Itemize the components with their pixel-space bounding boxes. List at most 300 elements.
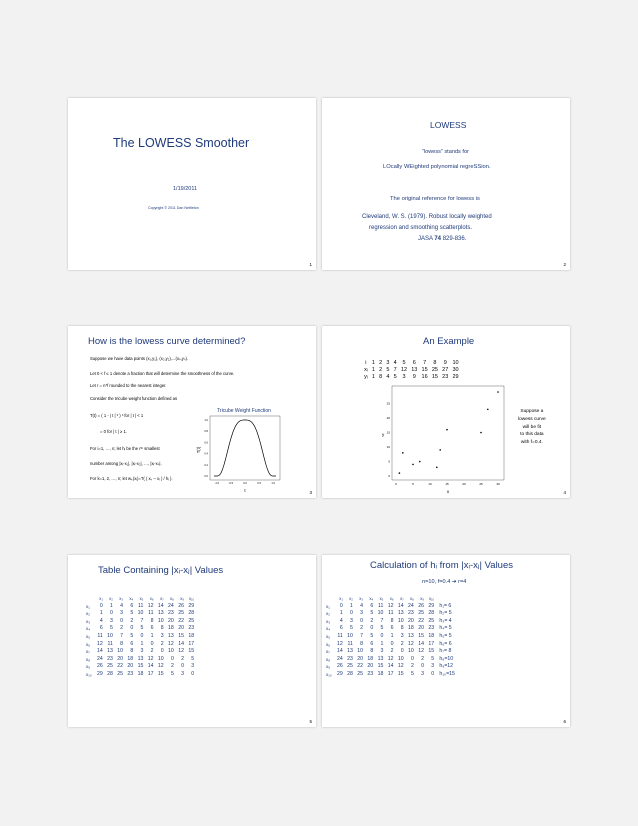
distance-cell: 24 xyxy=(336,655,343,662)
distance-cell: 2 xyxy=(130,617,134,624)
slide3-p2: Let 0 < f ≤ 1 denote a fraction that will determine the smoothness of the curve. xyxy=(90,371,235,376)
distance-cell: 17 xyxy=(188,640,195,647)
example-note-line: Suppose a xyxy=(520,409,544,414)
row-label: x₁₀ xyxy=(86,671,92,677)
distance-cell: 25 xyxy=(418,610,424,617)
slide-3 xyxy=(68,326,316,498)
y-tick-label: 0.0 xyxy=(204,475,208,478)
column-header: x₆ xyxy=(149,596,154,601)
tricube-xlabel: t xyxy=(244,488,246,493)
distance-cell: 11 xyxy=(148,610,154,617)
table-row xyxy=(86,618,196,626)
distance-cell: 8 xyxy=(400,625,404,632)
distance-cell: 12 xyxy=(178,648,184,655)
distance-cell: 22 xyxy=(178,617,184,624)
slide1-title: The LOWESS Smoother xyxy=(113,136,250,150)
distance-cell: 10 xyxy=(107,632,113,639)
slide6-subtitle xyxy=(422,579,466,585)
table-row xyxy=(86,610,196,618)
example-cell: xᵢ xyxy=(364,366,368,373)
example-cell: 27 xyxy=(442,366,449,373)
distance-cell: 13 xyxy=(157,610,164,617)
slide2-title: LOWESS xyxy=(430,120,467,130)
x-tick-label: 0.5 xyxy=(257,482,261,485)
h-value: h₆= 6 xyxy=(439,640,452,647)
distance-cell: 0 xyxy=(191,670,195,677)
data-point xyxy=(480,432,482,434)
example-cell: 1 xyxy=(371,366,375,373)
slide3-t1: T(t) = ( 1 - | t | ³ ) ³ for | t | < 1 xyxy=(90,413,144,418)
distance-cell: 1 xyxy=(140,640,144,647)
table-row xyxy=(326,610,457,618)
table-row xyxy=(326,656,457,664)
h-value: h₉=12 xyxy=(439,663,454,670)
x-tick-label: 1.0 xyxy=(271,482,275,485)
distance-cell: 18 xyxy=(188,632,195,639)
h-value: h₇= 8 xyxy=(439,648,452,655)
distance-table-with-h xyxy=(326,595,457,679)
distance-cell: 15 xyxy=(188,648,195,655)
distance-cell: 12 xyxy=(387,602,394,609)
distance-cell: 1 xyxy=(380,640,384,647)
slide2-ref3-post: 829-836. xyxy=(441,236,467,242)
distance-cell: 14 xyxy=(336,648,343,655)
scatter-ylabel: y xyxy=(382,432,385,437)
y-tick-label: 0 xyxy=(388,474,390,478)
distance-cell: 26 xyxy=(418,602,424,609)
example-cell: 3 xyxy=(386,360,390,366)
distance-cell: 6 xyxy=(390,625,394,632)
distance-cell: 11 xyxy=(347,640,353,647)
slide3-p3: Let r = n*f rounded to the nearest integer. xyxy=(90,383,167,388)
table-row xyxy=(326,663,457,671)
data-point xyxy=(412,464,414,466)
corner-cell xyxy=(86,595,95,603)
distance-cell: 3 xyxy=(110,617,113,624)
distance-cell: 26 xyxy=(96,663,103,670)
distance-cell: 23 xyxy=(408,610,414,617)
distance-cell: 22 xyxy=(418,617,424,624)
distance-cell: 5 xyxy=(370,610,374,617)
distance-cell: 2 xyxy=(390,648,394,655)
table-row xyxy=(326,671,457,679)
distance-cell: 7 xyxy=(140,617,144,624)
row-label: x₉ xyxy=(326,664,331,670)
distance-cell: 28 xyxy=(188,610,195,617)
y-tick-label: 10 xyxy=(386,445,390,450)
table-row xyxy=(86,625,196,633)
example-cell: 6 xyxy=(412,360,416,366)
table-row xyxy=(326,625,457,633)
distance-cell: 15 xyxy=(157,670,164,677)
distance-cell: 15 xyxy=(428,648,435,655)
distance-cell: 3 xyxy=(191,663,195,670)
distance-cell: 3 xyxy=(421,670,424,677)
slide3-p1: Suppose we have data points (x₁,y₁), (x₂,y₂),...(xₙ,yₙ). xyxy=(90,356,189,361)
distance-cell: 0 xyxy=(370,625,374,632)
distance-cell: 17 xyxy=(147,670,154,677)
example-cell: 15 xyxy=(421,366,428,373)
example-cell: 5 xyxy=(393,373,397,380)
row-label: x₈ xyxy=(86,656,91,662)
distance-cell: 28 xyxy=(347,670,353,677)
example-cell: 4 xyxy=(393,360,397,366)
example-cell: 8 xyxy=(433,360,437,366)
row-label: x₄ xyxy=(86,626,91,632)
column-header: x₁ xyxy=(339,596,343,601)
distance-cell: 2 xyxy=(370,617,374,624)
tricube-curve xyxy=(214,420,276,476)
distance-cell: 25 xyxy=(428,617,435,624)
column-header: x₈ xyxy=(169,596,174,601)
distance-cell: 20 xyxy=(418,625,424,632)
distance-cell: 23 xyxy=(188,625,195,632)
example-cell: i xyxy=(365,360,367,366)
distance-cell: 13 xyxy=(107,648,113,655)
distance-cell: 0 xyxy=(350,610,353,617)
x-tick-label: 15 xyxy=(445,482,449,486)
data-point xyxy=(497,391,499,393)
h-value: h₈=10 xyxy=(439,655,454,662)
distance-cell: 1 xyxy=(99,610,103,617)
distance-cell: 0 xyxy=(380,632,384,639)
distance-cell: 8 xyxy=(120,640,124,647)
distance-cell: 3 xyxy=(160,632,164,639)
distance-cell: 14 xyxy=(157,602,164,609)
row-label: x₃ xyxy=(326,618,331,624)
distance-cell: 13 xyxy=(347,648,353,655)
table-row xyxy=(86,656,196,664)
h-value: h₁= 6 xyxy=(439,602,452,609)
distance-cell: 3 xyxy=(360,610,364,617)
distance-cell: 0 xyxy=(160,648,164,655)
distance-cell: 15 xyxy=(178,632,184,639)
distance-cell: 1 xyxy=(150,632,154,639)
column-header: x₅ xyxy=(139,596,144,601)
distance-cell: 7 xyxy=(120,632,124,639)
h-value: h₃= 4 xyxy=(439,617,452,624)
distance-cell: 7 xyxy=(360,632,364,639)
distance-cell: 11 xyxy=(97,632,103,639)
slide3-t2: = 0 for | t | ≥ 1. xyxy=(100,429,127,434)
distance-cell: 20 xyxy=(357,655,364,662)
distance-cell: 10 xyxy=(397,655,404,662)
distance-cell: 0 xyxy=(99,602,103,609)
distance-cell: 11 xyxy=(388,610,394,617)
distance-cell: 11 xyxy=(377,602,384,609)
x-tick-label: -0.5 xyxy=(228,482,234,485)
distance-cell: 5 xyxy=(350,625,353,632)
distance-cell: 23 xyxy=(367,670,374,677)
example-cell: yᵢ xyxy=(364,373,368,380)
distance-cell: 15 xyxy=(137,663,144,670)
distance-cell: 13 xyxy=(408,632,414,639)
tricube-plot-title: Tricube Weight Function xyxy=(217,408,271,414)
distance-cell: 25 xyxy=(347,663,353,670)
distance-cell: 6 xyxy=(370,602,374,609)
column-header: x₁ xyxy=(99,596,103,601)
example-data-table xyxy=(362,360,461,380)
distance-cell: 8 xyxy=(390,617,394,624)
row-label: x₆ xyxy=(86,641,91,647)
example-cell: 8 xyxy=(379,373,383,380)
distance-cell: 5 xyxy=(170,670,174,677)
y-tick-label: 0.6 xyxy=(204,441,208,445)
distance-cell: 10 xyxy=(397,617,404,624)
distance-cell: 0 xyxy=(339,602,343,609)
example-cell: 1 xyxy=(371,360,375,366)
slide3-title: How is the lowess curve determined? xyxy=(88,336,246,347)
row-label: x₂ xyxy=(326,611,331,617)
distance-cell: 14 xyxy=(397,602,404,609)
h-value: h₅= 5 xyxy=(439,632,452,639)
distance-cell: 2 xyxy=(421,655,424,662)
distance-cell: 10 xyxy=(137,610,144,617)
page-number: 5 xyxy=(309,719,312,724)
table-row xyxy=(86,633,196,641)
row-label: x₁ xyxy=(326,603,330,609)
table-row xyxy=(86,648,196,656)
distance-cell: 5 xyxy=(380,625,384,632)
y-tick-label: 0.2 xyxy=(204,463,208,467)
page-number: 1 xyxy=(309,262,312,267)
distance-cell: 28 xyxy=(428,610,435,617)
h-value: h₂= 5 xyxy=(439,610,452,617)
distance-cell: 2 xyxy=(160,640,164,647)
tricube-plot xyxy=(196,404,288,494)
distance-cell: 20 xyxy=(367,663,374,670)
y-tick-label: 15 xyxy=(386,430,390,435)
distance-cell: 12 xyxy=(387,655,394,662)
column-header: x₅ xyxy=(379,596,384,601)
example-cell: 5 xyxy=(402,360,406,366)
distance-cell: 6 xyxy=(99,625,103,632)
table-row xyxy=(326,641,457,649)
distance-cell: 4 xyxy=(339,617,343,624)
distance-cell: 20 xyxy=(408,617,414,624)
x-tick-label: 0.0 xyxy=(243,482,247,485)
distance-cell: 5 xyxy=(431,655,435,662)
slide-4 xyxy=(322,326,570,498)
distance-cell: 4 xyxy=(360,602,364,609)
distance-cell: 23 xyxy=(107,655,113,662)
example-cell: 3 xyxy=(402,373,406,380)
example-cell: 2 xyxy=(379,360,383,366)
column-header: x₃ xyxy=(119,596,124,601)
row-label: x₂ xyxy=(86,611,91,617)
distance-cell: 0 xyxy=(421,663,424,670)
distance-cell: 15 xyxy=(397,670,404,677)
example-cell: 15 xyxy=(431,373,438,380)
distance-cell: 0 xyxy=(140,632,144,639)
row-label: x₆ xyxy=(326,641,331,647)
y-tick-label: 20 xyxy=(386,416,390,421)
distance-cell: 17 xyxy=(387,670,394,677)
table-row xyxy=(86,603,196,611)
slide-6 xyxy=(322,555,570,727)
data-point xyxy=(487,409,489,411)
distance-cell: 25 xyxy=(188,617,195,624)
example-cell: 7 xyxy=(423,360,427,366)
distance-cell: 12 xyxy=(147,602,154,609)
distance-cell: 5 xyxy=(130,610,134,617)
example-cell: 25 xyxy=(431,366,438,373)
distance-cell: 23 xyxy=(168,610,174,617)
x-tick-label: 0 xyxy=(395,482,397,486)
row-label: x₈ xyxy=(326,656,331,662)
distance-cell: 18 xyxy=(168,625,174,632)
row-label: x₁ xyxy=(86,603,90,609)
distance-cell: 2 xyxy=(400,640,404,647)
y-tick-label: 1.0 xyxy=(204,419,208,422)
column-header: x₁₀ xyxy=(428,596,435,601)
slide2-line2: LOcally WEighted polynomial regreSSion. xyxy=(383,164,491,170)
distance-cell: 1 xyxy=(110,602,113,609)
distance-cell: 0 xyxy=(360,617,364,624)
distance-cell: 24 xyxy=(408,602,414,609)
distance-cell: 1 xyxy=(390,632,394,639)
example-cell: 10 xyxy=(452,360,459,366)
y-tick-label: 5 xyxy=(388,459,390,464)
data-point xyxy=(439,449,441,451)
example-cell: 29 xyxy=(452,373,459,380)
example-cell: 13 xyxy=(411,366,418,373)
arrow-icon: ➔ xyxy=(451,579,457,585)
column-header: x₁₀ xyxy=(188,596,195,601)
distance-cell: 2 xyxy=(181,655,184,662)
example-cell: 7 xyxy=(393,366,397,373)
distance-cell: 5 xyxy=(410,670,414,677)
example-cell: 2 xyxy=(379,366,383,373)
example-cell: 9 xyxy=(443,360,447,366)
distance-cell: 2 xyxy=(120,625,124,632)
distance-cell: 18 xyxy=(377,670,384,677)
slide2-ref1: Cleveland, W. S. (1979). Robust locally weighted xyxy=(362,214,492,220)
distance-cell: 10 xyxy=(357,648,364,655)
row-label: x₃ xyxy=(86,618,91,624)
distance-cell: 0 xyxy=(181,663,184,670)
distance-cell: 24 xyxy=(96,655,103,662)
distance-cell: 12 xyxy=(397,663,404,670)
distance-cell: 20 xyxy=(127,663,134,670)
distance-cell: 10 xyxy=(347,632,353,639)
distance-cell: 23 xyxy=(127,670,134,677)
distance-cell: 20 xyxy=(178,625,184,632)
data-point xyxy=(419,461,421,463)
distance-cell: 5 xyxy=(140,625,144,632)
distance-cell: 11 xyxy=(107,640,113,647)
x-tick-label: 30 xyxy=(496,482,500,486)
corner-cell xyxy=(326,595,335,603)
column-header: x₄ xyxy=(369,596,374,601)
example-cell: 16 xyxy=(421,373,428,380)
distance-cell: 26 xyxy=(178,602,184,609)
distance-cell: 1 xyxy=(350,602,353,609)
data-point xyxy=(399,472,401,474)
slide6-title: Calculation of hᵢ from |xᵢ-xⱼ| Values xyxy=(370,560,513,571)
scatter-frame xyxy=(392,386,504,480)
distance-cell: 25 xyxy=(117,670,124,677)
slide2-ref3-pre: JASA xyxy=(418,236,435,242)
distance-cell: 24 xyxy=(168,602,174,609)
distance-cell: 6 xyxy=(370,640,374,647)
distance-cell: 29 xyxy=(96,670,103,677)
page-number: 6 xyxy=(563,719,566,724)
column-header: x₃ xyxy=(359,596,364,601)
distance-cell: 12 xyxy=(336,640,343,647)
distance-cell: 13 xyxy=(137,655,144,662)
h-value: h₁₀=15 xyxy=(439,670,455,677)
example-note-line: lowess curve xyxy=(518,416,546,422)
distance-cell: 18 xyxy=(408,625,414,632)
distance-cell: 13 xyxy=(377,655,384,662)
data-point xyxy=(402,452,404,454)
distance-cell: 15 xyxy=(377,663,384,670)
distance-cell: 2 xyxy=(410,663,414,670)
distance-cell: 0 xyxy=(431,670,435,677)
distance-cell: 14 xyxy=(178,640,184,647)
slide3-p6: number among |xᵢ-x₁|, |xᵢ-x₂|, …, |xᵢ-xₙ|. xyxy=(90,461,162,466)
distance-cell: 12 xyxy=(168,640,174,647)
distance-cell: 18 xyxy=(428,632,435,639)
distance-cell: 18 xyxy=(137,670,144,677)
table-row xyxy=(326,648,457,656)
data-point xyxy=(436,467,438,469)
column-header: x₆ xyxy=(389,596,394,601)
example-cell: 30 xyxy=(452,366,459,373)
scatter-xlabel: x xyxy=(446,489,450,494)
row-label: x₁₀ xyxy=(326,671,332,677)
distance-cell: 3 xyxy=(380,648,384,655)
distance-cell: 3 xyxy=(140,648,144,655)
subtitle-post: r=4 xyxy=(456,579,467,585)
distance-cell: 20 xyxy=(168,617,174,624)
distance-cell: 13 xyxy=(168,632,174,639)
slide1-copyright: Copyright © 2011 Dan Nettleton xyxy=(148,206,199,210)
column-header: x₂ xyxy=(349,596,353,601)
example-cell: 4 xyxy=(386,373,390,380)
distance-cell: 14 xyxy=(147,663,154,670)
slide-2 xyxy=(322,98,570,270)
slide-1 xyxy=(68,98,316,270)
distance-cell: 10 xyxy=(168,648,174,655)
row-label: x₄ xyxy=(326,626,331,632)
distance-cell: 6 xyxy=(130,640,134,647)
distance-cell: 5 xyxy=(370,632,374,639)
distance-cell: 8 xyxy=(130,648,134,655)
y-tick-label: 0.8 xyxy=(204,430,208,434)
slide2-ref3-volume: 74 xyxy=(434,236,442,242)
distance-cell: 7 xyxy=(380,617,384,624)
row-label: x₅ xyxy=(86,633,91,639)
distance-cell: 8 xyxy=(160,625,164,632)
distance-cell: 3 xyxy=(350,617,353,624)
distance-cell: 29 xyxy=(188,602,195,609)
example-cell: 9 xyxy=(412,373,416,380)
row-label: x₅ xyxy=(326,633,331,639)
slide-5 xyxy=(68,555,316,727)
distance-cell: 25 xyxy=(357,670,364,677)
distance-cell: 13 xyxy=(397,610,404,617)
column-header: x₇ xyxy=(160,596,164,601)
distance-cell: 6 xyxy=(150,625,154,632)
table-row xyxy=(326,618,457,626)
column-header: x₉ xyxy=(420,596,424,601)
row-label: x₇ xyxy=(326,649,330,655)
distance-cell: 0 xyxy=(400,648,404,655)
page-number: 3 xyxy=(309,490,312,495)
distance-cell: 5 xyxy=(191,655,195,662)
